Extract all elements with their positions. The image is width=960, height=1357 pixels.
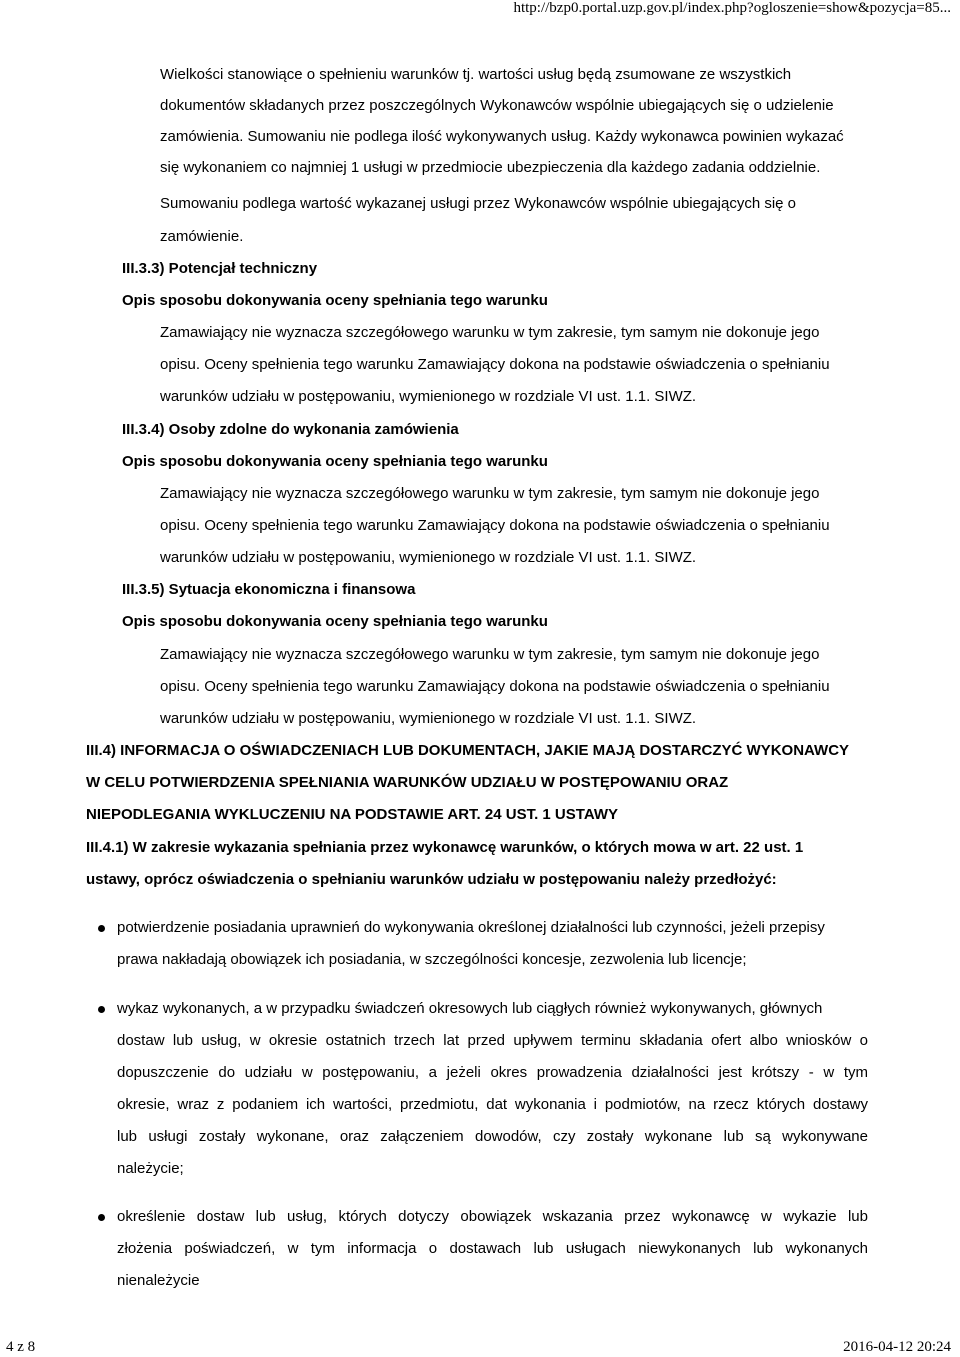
list-item-line: potwierdzenie posiadania uprawnień do wykonywania określonej działalności lub czynności, jeżeli przepisy [117,919,825,936]
bullet-icon [98,1214,105,1221]
print-datetime: 2016-04-12 20:24 [843,1339,951,1355]
intro-line: Wielkości stanowiące o spełnieniu warunków tj. wartości usług będą zsumowane ze wszystkich [160,66,792,83]
section-heading-informacja: III.4) INFORMACJA O OŚWIADCZENIACH LUB DOKUMENTACH, JAKIE MAJĄ DOSTARCZYĆ WYKONAWCY [86,742,850,759]
section-heading-informacja: NIEPODLEGANIA WYKLUCZENIU NA PODSTAWIE ART. 24 UST. 1 USTAWY [86,806,618,823]
section-text-line: Zamawiający nie wyznacza szczegółowego warunku w tym zakresie, tym samym nie dokonuje jego [160,324,820,341]
section-text-line: Zamawiający nie wyznacza szczegółowego warunku w tym zakresie, tym samym nie dokonuje jego [160,485,820,502]
list-item-line: należycie; [117,1160,184,1177]
list-item-line: okresie, wraz z podaniem ich wartości, przedmiotu, dat wykonania i podmiotów, na rzecz których dostawy [117,1096,868,1113]
list-item-line: wykaz wykonanych, a w przypadku świadczeń okresowych lub ciągłych również wykonywanych, głównych [117,1000,823,1017]
list-item-line: prawa nakładają obowiązek ich posiadania, w szczególności koncesje, zezwolenia lub licencje; [117,951,747,968]
page-url: http://bzp0.portal.uzp.gov.pl/index.php?ogloszenie=show&pozycja=85... [513,0,951,16]
list-item-line: złożenia poświadczeń, w tym informacja o dostawach lub usługach niewykonanych lub wykonanych [117,1240,868,1257]
section-subheading-iii-4-1: ustawy, oprócz oświadczenia o spełnianiu warunków udziału w postępowaniu należy przedłożyć: [86,871,777,888]
section-text-line: opisu. Oceny spełnienia tego warunku Zamawiający dokona na podstawie oświadczenia o spełnianiu [160,678,830,695]
list-item-line: nienależycie [117,1272,200,1289]
page-number: 4 z 8 [6,1339,36,1355]
section-text-line: warunków udziału w postępowaniu, wymienionego w rozdziale VI ust. 1.1. SIWZ. [160,710,697,727]
section-text-line: warunków udziału w postępowaniu, wymienionego w rozdziale VI ust. 1.1. SIWZ. [160,388,697,405]
section-text-line: warunków udziału w postępowaniu, wymienionego w rozdziale VI ust. 1.1. SIWZ. [160,549,697,566]
intro-line: zamówienia. Sumowaniu nie podlega ilość wykonywanych usług. Każdy wykonawca powinien wykazać [160,128,844,145]
intro-line: zamówienie. [160,228,244,245]
section-heading-potencjal: III.3.3) Potencjał techniczny [122,260,318,277]
list-item-line: określenie dostaw lub usług, których dotyczy obowiązek wskazania przez wykonawcę w wykazie lub [117,1208,868,1225]
bullet-icon [98,925,105,932]
section-text-line: Zamawiający nie wyznacza szczegółowego warunku w tym zakresie, tym samym nie dokonuje jego [160,646,820,663]
section-subheading: Opis sposobu dokonywania oceny spełniania tego warunku [122,292,548,309]
section-subheading-iii-4-1: III.4.1) W zakresie wykazania spełniania przez wykonawcę warunków, o których mowa w art. 22 ust. 1 [86,839,804,856]
section-subheading: Opis sposobu dokonywania oceny spełniania tego warunku [122,613,548,630]
intro-line: Sumowaniu podlega wartość wykazanej usługi przez Wykonawców wspólnie ubiegających się o [160,195,797,212]
section-heading-sytuacja: III.3.5) Sytuacja ekonomiczna i finansowa [122,581,416,598]
list-item-line: dopuszczenie do udziału w postępowaniu, a jeżeli okres prowadzenia działalności jest krótszy - w tym [117,1064,868,1081]
section-text-line: opisu. Oceny spełnienia tego warunku Zamawiający dokona na podstawie oświadczenia o spełnianiu [160,356,830,373]
section-text-line: opisu. Oceny spełnienia tego warunku Zamawiający dokona na podstawie oświadczenia o spełnianiu [160,517,830,534]
section-heading-osoby: III.3.4) Osoby zdolne do wykonania zamówienia [122,421,459,438]
intro-line: dokumentów składanych przez poszczególnych Wykonawców wspólnie ubiegających się o udzielenie [160,97,834,114]
list-item-line: lub usługi zostały wykonane, oraz załączeniem dowodów, czy zostały wykonane lub są wykonywane [117,1128,868,1145]
bullet-icon [98,1006,105,1013]
intro-line: się wykonaniem co najmniej 1 usługi w przedmiocie ubezpieczenia dla każdego zadania oddzielnie. [160,159,821,176]
section-subheading: Opis sposobu dokonywania oceny spełniania tego warunku [122,453,548,470]
list-item-line: dostaw lub usług, w okresie ostatnich trzech lat przed upływem terminu składania ofert albo wniosków o [117,1032,868,1049]
section-heading-informacja: W CELU POTWIERDZENIA SPEŁNIANIA WARUNKÓW UDZIAŁU W POSTĘPOWANIU ORAZ [86,774,729,791]
